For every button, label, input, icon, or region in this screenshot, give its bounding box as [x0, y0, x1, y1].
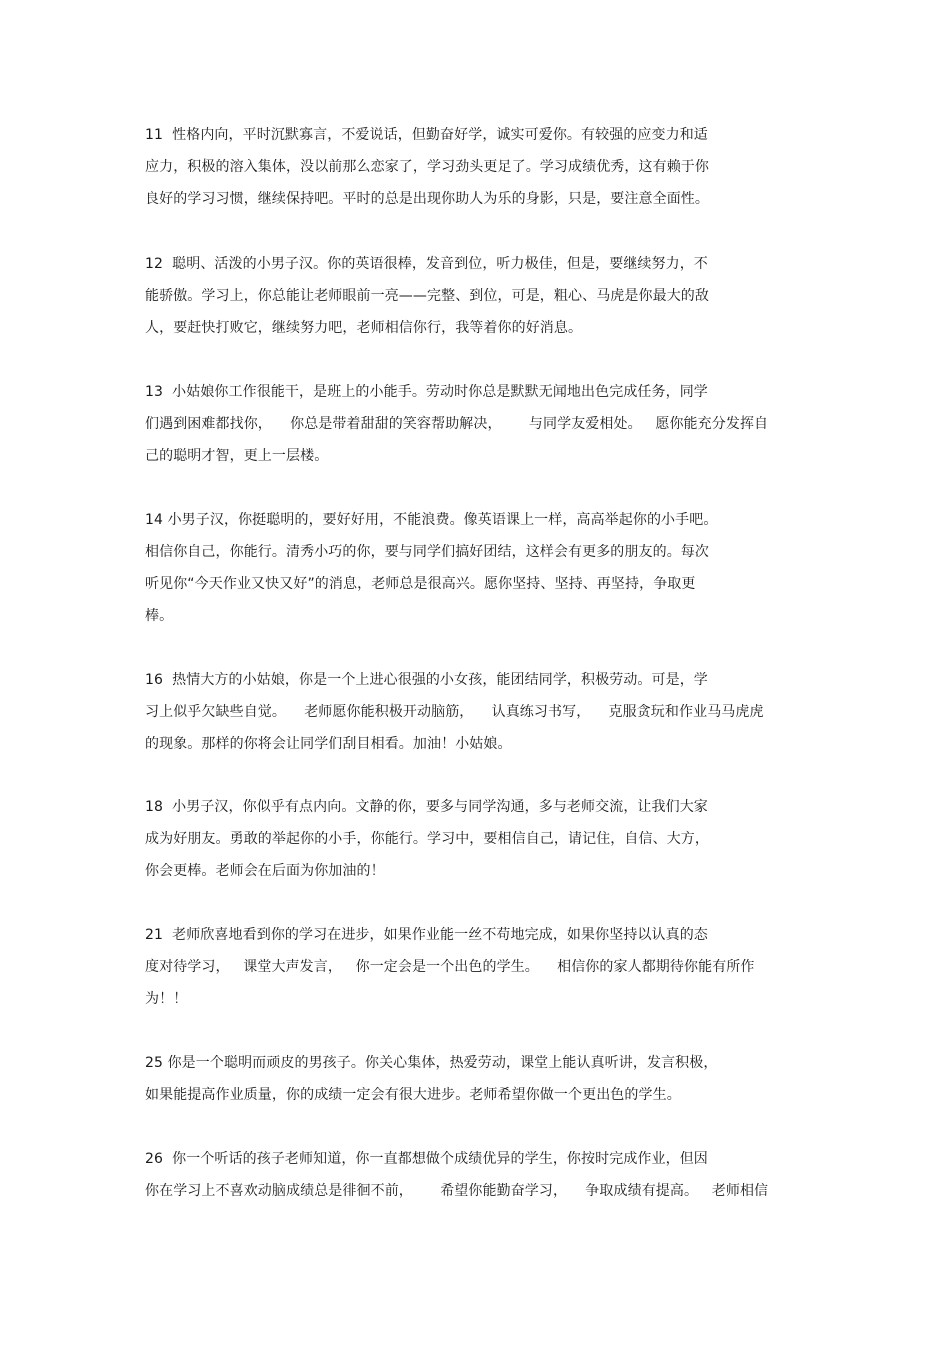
text-line: 度对待学习， 课堂大声发言， 你一定会是一个出色的学生。 相信你的家人都期待你能有所作	[145, 959, 755, 975]
text-line: 的现象。那样的你将会让同学们刮目相看。加油！小姑娘。	[145, 736, 512, 752]
text-line: 良好的学习习惯，继续保持吧。平时的总是出现你助人为乐的身影，只是，要注意全面性。	[145, 191, 709, 207]
text-line: 如果能提高作业质量，你的成绩一定会有很大进步。老师希望你做一个更出色的学生。	[145, 1087, 681, 1103]
text-line: 18 小男子汉，你似乎有点内向。文静的你，要多与同学沟通，多与老师交流，让我们大家	[145, 799, 708, 815]
text-line: 11 性格内向，平时沉默寡言，不爱说话，但勤奋好学，诚实可爱你。有较强的应变力和适	[145, 127, 708, 143]
text-line: 为！！	[145, 991, 188, 1007]
text-line: 12 聪明、活泼的小男子汉。你的英语很棒，发音到位，听力极佳，但是，要继续努力，不	[145, 256, 708, 272]
text-line: 相信你自己，你能行。清秀小巧的你，要与同学们搞好团结，这样会有更多的朋友的。每次	[145, 544, 709, 560]
text-line: 棒。	[145, 608, 174, 624]
text-line: 人，要赶快打败它，继续努力吧，老师相信你行，我等着你的好消息。	[145, 320, 583, 336]
text-line: 13 小姑娘你工作很能干，是班上的小能手。劳动时你总是默默无闻地出色完成任务，同学	[145, 384, 708, 400]
text-line: 你在学习上不喜欢动脑成绩总是徘徊不前， 希望你能勤奋学习， 争取成绩有提高。 老师相信	[145, 1183, 769, 1199]
text-line: 应力，积极的溶入集体，没以前那么恋家了，学习劲头更足了。学习成绩优秀，这有赖于你	[145, 159, 709, 175]
text-line: 25 你是一个聪明而顽皮的男孩子。你关心集体，热爱劳动，课堂上能认真听讲，发言积极，	[145, 1055, 718, 1071]
text-line: 你会更棒。老师会在后面为你加油的！	[145, 863, 385, 879]
text-line: 14 小男子汉，你挺聪明的，要好好用，不能浪费。像英语课上一样，高高举起你的小手吧。	[145, 512, 718, 528]
text-line: 能骄傲。学习上，你总能让老师眼前一亮——完整、到位，可是，粗心、马虎是你最大的敌	[145, 288, 709, 304]
text-line: 己的聪明才智，更上一层楼。	[145, 448, 329, 464]
text-line: 习上似乎欠缺些自觉。 老师愿你能积极开动脑筋， 认真练习书写， 克服贪玩和作业马马虎虎	[145, 704, 764, 720]
text-line: 听见你“今天作业又快又好”的消息，老师总是很高兴。愿你坚持、坚持、再坚持，争取更	[145, 576, 696, 592]
text-line: 们遇到困难都找你， 你总是带着甜甜的笑容帮助解决， 与同学友爱相处。 愿你能充分发挥自	[145, 416, 769, 432]
text-line: 成为好朋友。勇敢的举起你的小手，你能行。学习中，要相信自己，请记住，自信、大方，	[145, 831, 709, 847]
text-line: 21 老师欣喜地看到你的学习在进步，如果作业能一丝不苟地完成，如果你坚持以认真的态	[145, 927, 708, 943]
text-line: 16 热情大方的小姑娘，你是一个上进心很强的小女孩，能团结同学，积极劳动。可是，学	[145, 672, 708, 688]
text-line: 26 你一个听话的孩子老师知道，你一直都想做个成绩优异的学生，你按时完成作业，但因	[145, 1151, 708, 1167]
